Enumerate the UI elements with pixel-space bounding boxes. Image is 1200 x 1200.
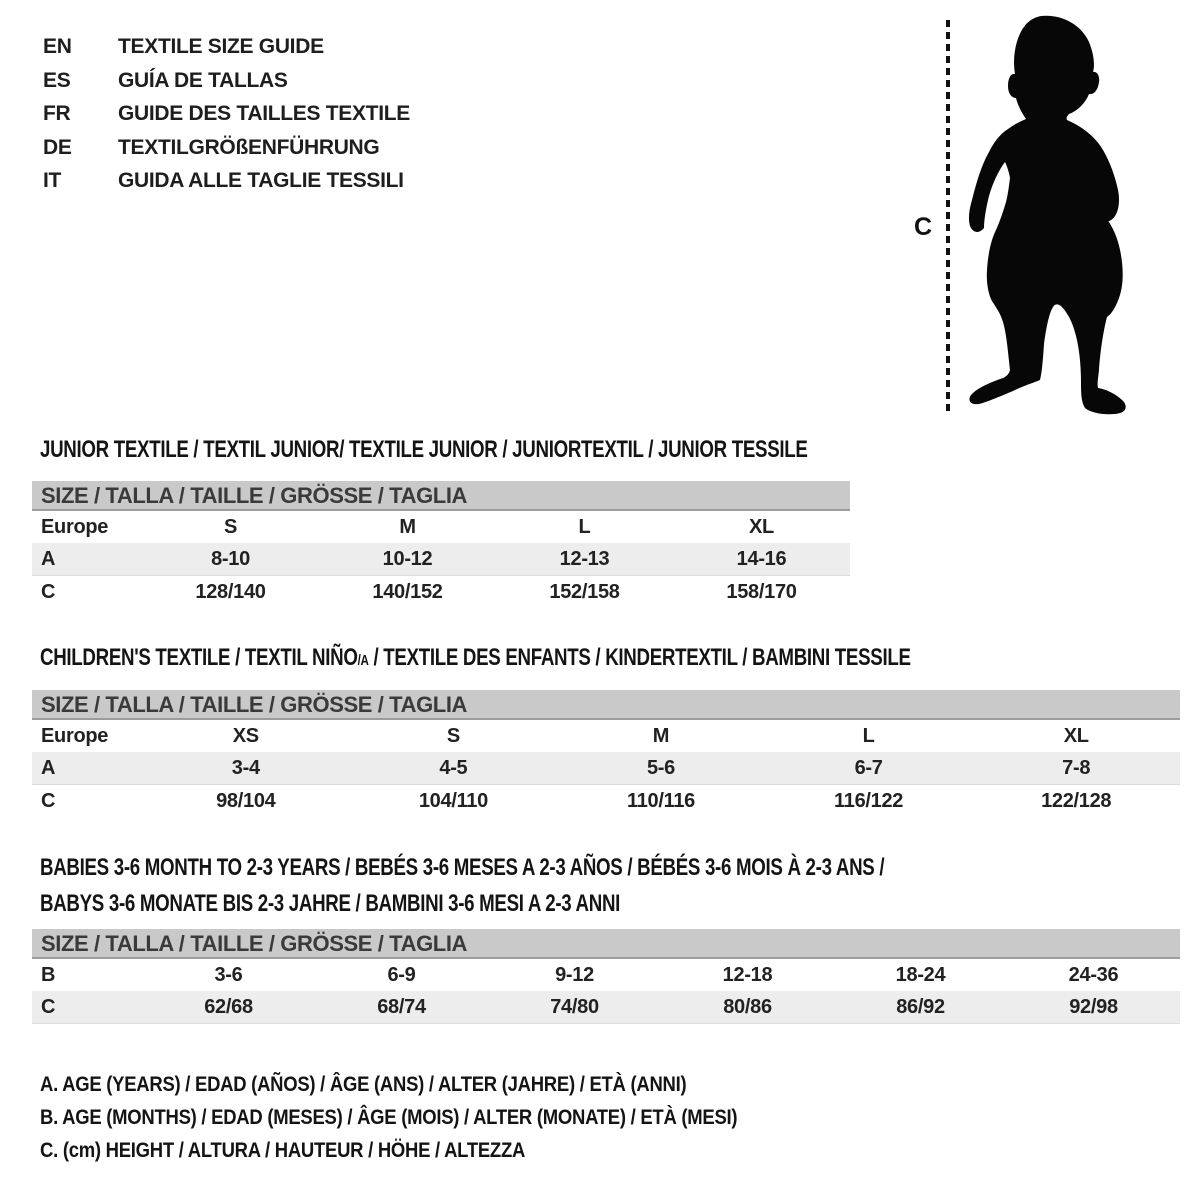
guide-title-en: TEXTILE SIZE GUIDE (118, 35, 324, 58)
height-cell: 104/110 (418, 789, 488, 812)
language-row-fr (43, 97, 410, 131)
size-cell: XL (1063, 724, 1089, 747)
language-code: IT (43, 169, 62, 192)
children-size-table (32, 690, 1180, 817)
age-cell: 14-16 (736, 547, 787, 570)
legend-line-age-months: B. AGE (MONTHS) / EDAD (MESES) / ÂGE (MOIS) / ALTER (MONATE) / ETÀ (MESI) (40, 1106, 738, 1129)
size-cell: M (652, 724, 670, 747)
junior-section-title: JUNIOR TEXTILE / TEXTIL JUNIOR/ TEXTILE JUNIOR / JUNIORTEXTIL / JUNIOR TESSILE (40, 436, 808, 463)
junior-size-table (32, 481, 850, 608)
size-cell: XS (232, 724, 259, 747)
row-label: C (41, 995, 56, 1018)
height-cell: 158/170 (726, 580, 797, 603)
language-code: EN (43, 35, 72, 58)
height-cell: 80/86 (723, 995, 772, 1018)
size-cell: M (399, 515, 416, 538)
table-row-age (32, 543, 850, 576)
table-row-europe (32, 720, 1180, 752)
row-label: A (41, 547, 56, 570)
row-label: Europe (41, 515, 109, 538)
guide-title-it: GUIDA ALLE TAGLIE TESSILI (118, 169, 404, 192)
age-cell: 3-4 (231, 756, 260, 779)
height-cell: 98/104 (216, 789, 276, 812)
babies-title-line2: BABYS 3-6 MONATE BIS 2-3 JAHRE / BAMBINI 3-6 MESI A 2-3 ANNI (40, 890, 621, 917)
babies-size-header-bar: SIZE / TALLA / TAILLE / GRÖSSE / TAGLIA (32, 929, 1180, 959)
height-measure-label: C (914, 213, 933, 241)
babies-title-line1: BABIES 3-6 MONTH TO 2-3 YEARS / BEBÉS 3-6 MESES A 2-3 AÑOS / BÉBÉS 3-6 MOIS À 2-3 ANS / (40, 854, 885, 881)
height-cell: 74/80 (550, 995, 599, 1018)
table-row-europe (32, 511, 850, 543)
height-cell: 116/122 (834, 789, 904, 812)
height-cell: 62/68 (204, 995, 253, 1018)
language-code: DE (43, 135, 72, 159)
language-code: FR (43, 102, 71, 125)
table-row-age (32, 752, 1180, 785)
guide-title-fr: GUIDE DES TAILLES TEXTILE (118, 102, 410, 125)
row-label: B (41, 963, 56, 986)
months-cell: 18-24 (895, 963, 946, 986)
guide-title-es: GUÍA DE TALLAS (118, 68, 288, 92)
months-cell: 6-9 (387, 963, 416, 986)
language-row-es (43, 64, 410, 98)
row-label: C (41, 789, 56, 812)
language-title-list (43, 30, 410, 198)
age-cell: 12-13 (559, 547, 610, 570)
months-cell: 24-36 (1068, 963, 1119, 986)
legend-line-age-years: A. AGE (YEARS) / EDAD (AÑOS) / ÂGE (ANS) / ALTER (JAHRE) / ETÀ (ANNI) (40, 1073, 687, 1096)
age-cell: 7-8 (1062, 756, 1091, 779)
babies-size-table (32, 929, 1180, 1024)
height-measure-dashed-line (944, 18, 952, 418)
children-size-header-bar: SIZE / TALLA / TAILLE / GRÖSSE / TAGLIA (32, 690, 1180, 720)
age-cell: 6-7 (854, 756, 883, 779)
language-row-de (43, 131, 410, 165)
babies-section-title (40, 850, 884, 922)
language-row-it (43, 164, 410, 198)
table-row-height (32, 785, 1180, 817)
size-cell: S (223, 515, 238, 538)
junior-size-header-bar: SIZE / TALLA / TAILLE / GRÖSSE / TAGLIA (32, 481, 850, 511)
guide-title-de: TEXTILGRÖßENFÜHRUNG (118, 135, 380, 159)
age-cell: 4-5 (439, 756, 468, 779)
months-cell: 9-12 (555, 963, 594, 986)
children-title-pre: CHILDREN'S TEXTILE / TEXTIL NIÑO (40, 644, 358, 671)
toddler-silhouette-icon (963, 14, 1143, 419)
age-cell: 10-12 (382, 547, 433, 570)
size-cell: XL (749, 515, 774, 538)
table-row-height (32, 576, 850, 608)
height-cell: 128/140 (195, 580, 266, 603)
height-cell: 140/152 (372, 580, 443, 603)
table-row-height (32, 991, 1180, 1024)
table-row-months (32, 959, 1180, 991)
legend-line-height-cm: C. (cm) HEIGHT / ALTURA / HAUTEUR / HÖHE / ALTEZZA (40, 1139, 526, 1162)
row-label: A (41, 756, 56, 779)
height-cell: 122/128 (1041, 789, 1112, 812)
height-cell: 152/158 (549, 580, 620, 603)
height-cell: 92/98 (1069, 995, 1118, 1018)
height-cell: 68/74 (377, 995, 426, 1018)
height-cell: 110/116 (626, 789, 695, 812)
language-row-en (43, 30, 410, 64)
children-title-subscript: /A (357, 653, 369, 669)
row-label: Europe (41, 724, 109, 747)
size-cell: L (578, 515, 591, 538)
age-cell: 5-6 (646, 756, 675, 779)
months-cell: 3-6 (214, 963, 243, 986)
size-cell: L (862, 724, 875, 747)
measurement-legend (40, 1068, 737, 1167)
children-title-post: / TEXTILE DES ENFANTS / KINDERTEXTIL / BAMBINI TESSILE (368, 644, 911, 671)
language-code: ES (43, 68, 71, 92)
row-label: C (41, 580, 56, 603)
months-cell: 12-18 (722, 963, 773, 986)
age-cell: 8-10 (211, 547, 250, 570)
height-cell: 86/92 (896, 995, 945, 1018)
size-cell: S (446, 724, 460, 747)
children-section-title (40, 644, 911, 672)
